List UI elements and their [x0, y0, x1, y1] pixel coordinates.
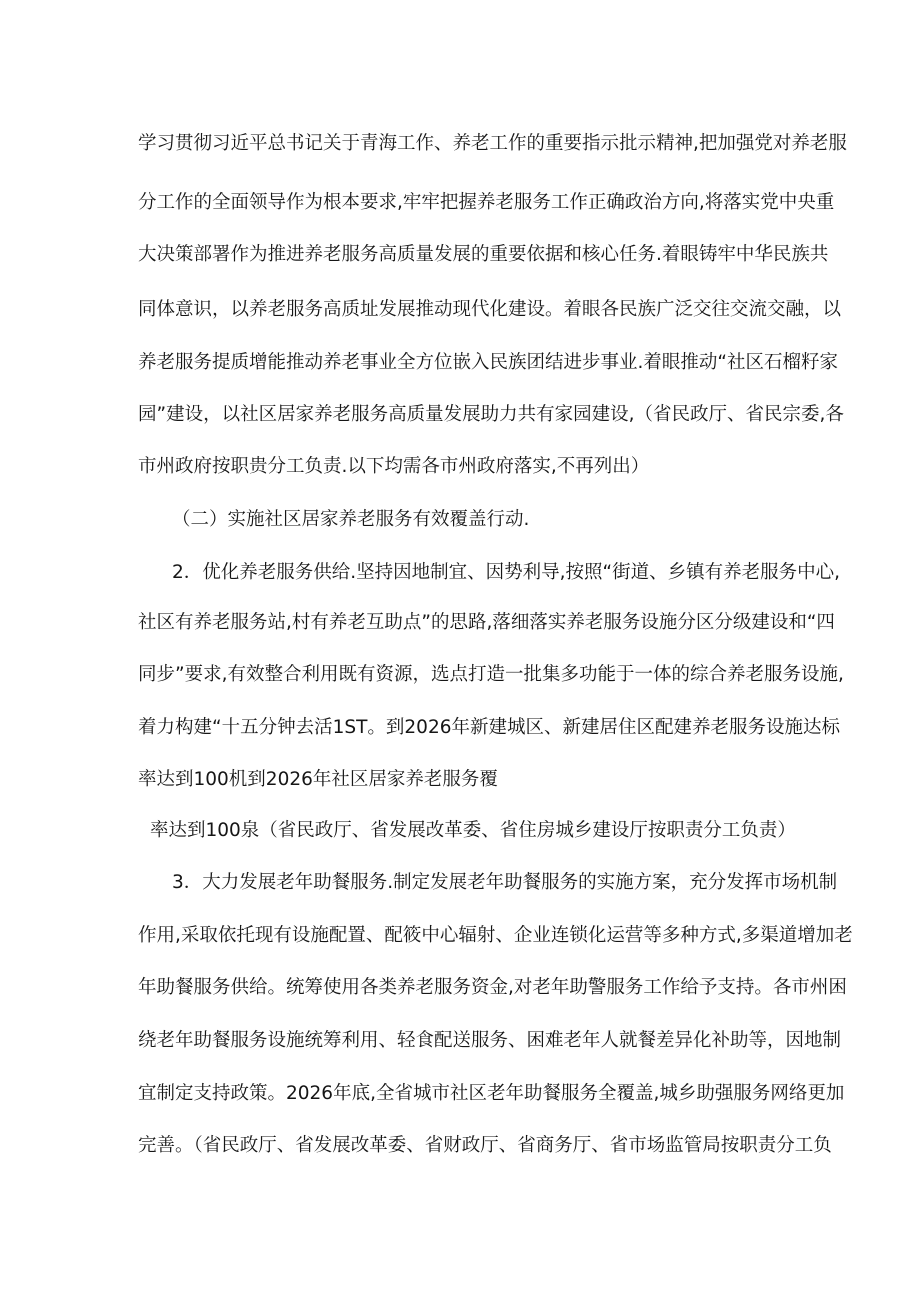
section-heading: （二）实施社区居家养老服务有效覆盖行动. — [172, 509, 530, 530]
para2-line-2: 社区有养老服务站,村有养老互助点”的思路,落细落实养老服务设施分区分级建设和“四 — [138, 612, 835, 633]
para1-line-6: 园”建设，以社区居家养老服务高质量发展助力共有家园建设,（省民政厅、省民宗委,各 — [138, 404, 844, 425]
para3-line-5: 宜制定支持政策。2026年底,全省城市社区老年助餐服务全覆盖,城乡助强服务网络更加 — [138, 1083, 845, 1104]
para2-line-1: 2．优化养老服务供给.坚持因地制宜、因势利导,按照“街道、乡镇有养老服务中心, — [172, 562, 840, 583]
para1-line-1: 学习贯彻习近平总书记关于青海工作、养老工作的重要指示批示精神,把加强党对养老服 — [138, 133, 847, 154]
para1-line-2: 分工作的全面领导作为根本要求,牢牢把握养老服务工作正确政治方向,将落实党中央重 — [138, 192, 835, 213]
para1-line-3: 大决策部署作为推进养老服务高质量发展的重要依据和核心任务.着眼铸牢中华民族共 — [138, 244, 829, 265]
para3-line-3: 年助餐服务供给。统筹使用各类养老服务资金,对老年助警服务工作给予支持。各市州困 — [138, 977, 847, 998]
para3-line-1: 3．大力发展老年助餐服务.制定发展老年助餐服务的实施方案，充分发挥市场机制 — [172, 872, 838, 893]
para3-line-2: 作用,采取依托现有设施配置、配筱中心辐射、企业连锁化运营等多种方式,多渠道增加老 — [138, 925, 853, 946]
para2-line-5: 率达到100机到2026年社区居家养老服务覆 — [138, 769, 498, 790]
para3-line-6: 完善。（省民政厅、省发展改革委、省财政厅、省商务厅、省市场监管局按职责分工负 — [138, 1135, 832, 1156]
para1-line-7: 市州政府按职贵分工负责.以下均需各市州政府落实,不再列出） — [138, 456, 650, 477]
para1-line-4: 同体意识，以养老服务高质址发展推动现代化建设。着眼各民族广泛交往交流交融，以 — [138, 299, 842, 320]
para1-line-5: 养老服务提质增能推动养老事业全方位嵌入民族团结进步事业.着眼推动“社区石榴籽家 — [138, 352, 838, 373]
para2-line-3: 同步”要求,有效整合利用既有资源，选点打造一批集多功能于一体的综合养老服务设施, — [138, 664, 844, 685]
para3-line-4: 绕老年助餐服务设施统筹利用、轻食配送服务、困难老年人就餐差异化补助等，因地制 — [138, 1030, 842, 1051]
para2-line-4: 着力构建“十五分钟去活1ST。到2026年新建城区、新建居住区配建养老服务设施达标 — [138, 717, 840, 738]
para2-continuation: 率达到100泉（省民政厅、省发展改革委、省住房城乡建设厅按职责分工负责） — [150, 820, 796, 841]
